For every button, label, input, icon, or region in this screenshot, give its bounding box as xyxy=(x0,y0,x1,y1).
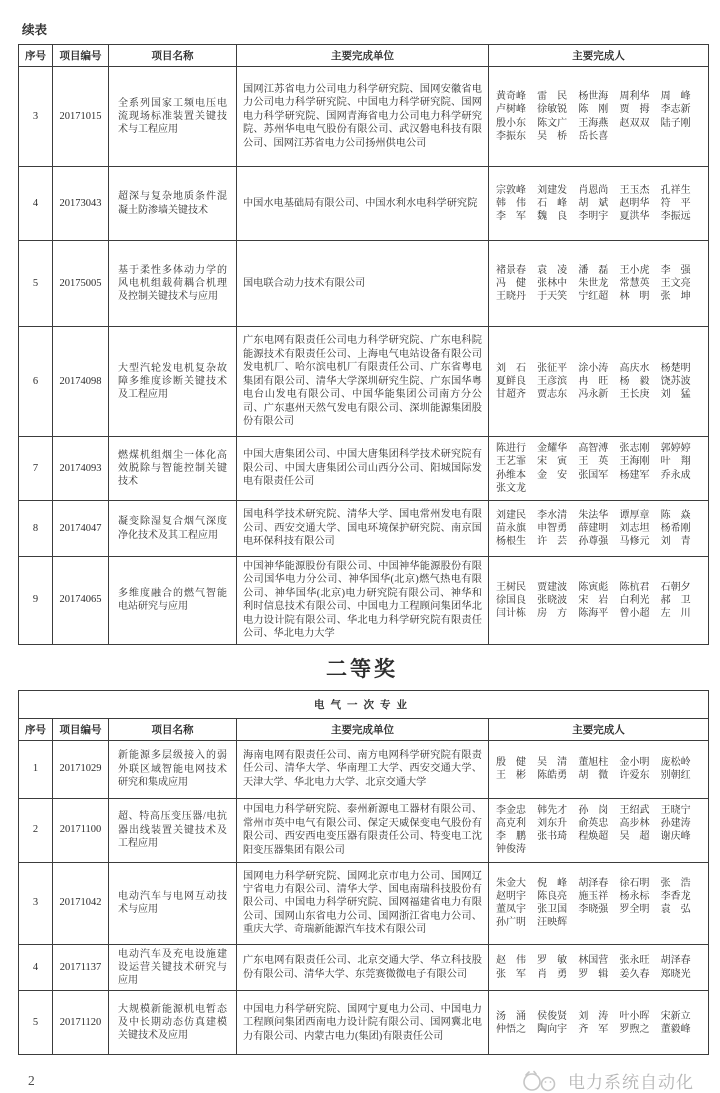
table-row xyxy=(19,437,709,501)
person-name: 谭厚章 xyxy=(619,509,650,521)
person-name: 陆子刚 xyxy=(660,117,691,129)
people-cell xyxy=(489,862,709,944)
person-name: 王艺霏 xyxy=(496,456,526,468)
person-name: 陈 焱 xyxy=(660,509,691,521)
person-name: 孙维本 xyxy=(496,469,526,481)
person-name: 潘 磊 xyxy=(578,264,609,276)
person-name: 韩 伟 xyxy=(496,197,526,209)
project-name-cell: 电动汽车与电网互动技术与应用 xyxy=(109,862,237,944)
person-name: 汤 涌 xyxy=(496,1010,526,1022)
person-name: 孙 岗 xyxy=(578,804,609,816)
project-name-cell: 电动汽车及充电设施建设运营关键技术研究与应用 xyxy=(109,944,237,991)
table-row xyxy=(19,167,709,241)
person-name: 赵明宇 xyxy=(496,891,526,903)
section-title: 电气一次专业 xyxy=(19,690,709,718)
table-row xyxy=(19,991,709,1055)
units-cell: 中国水电基础局有限公司、中国水利水电科学研究院 xyxy=(237,167,489,241)
person-name: 王 彬 xyxy=(496,770,526,782)
person-name: 钟俊涛 xyxy=(496,844,526,856)
units-cell: 中国电力科学研究院、泰州新源电工器材有限公司、常州市英中电气有限公司、保定天威保变电气股份有限公司、西安西电变压器有限责任公司、特变电工沈阳变压器集团有限公司 xyxy=(237,798,489,862)
header-main-contributors: 主要完成人 xyxy=(489,45,709,67)
table-row xyxy=(19,798,709,862)
person-name: 胡 微 xyxy=(578,770,609,782)
table-row xyxy=(19,944,709,991)
units-cell: 广东电网有限责任公司、北京交通大学、华立科技股份有限公司、清华大学、东莞赛微微电子有限公司 xyxy=(237,944,489,991)
person-name: 王晓宁 xyxy=(660,804,691,816)
person-name: 俞英忠 xyxy=(578,818,609,830)
person-name: 高步林 xyxy=(619,818,650,830)
person-name: 饶苏波 xyxy=(660,375,691,387)
person-name: 张永旺 xyxy=(619,955,650,967)
person-name: 胡 斌 xyxy=(578,197,609,209)
people-cell xyxy=(489,740,709,798)
person-name: 孙广明 xyxy=(496,917,526,929)
serial-cell: 2 xyxy=(19,798,53,862)
project-id-cell: 20171120 xyxy=(53,991,109,1055)
person-name: 周利华 xyxy=(619,91,650,103)
person-name: 陈皓勇 xyxy=(537,770,568,782)
header-serial: 序号 xyxy=(19,45,53,67)
person-name: 王文亮 xyxy=(660,277,691,289)
table-row xyxy=(19,557,709,645)
person-name: 李 强 xyxy=(660,264,691,276)
project-name-cell: 大型汽轮发电机复杂故障多维度诊断关键技术及工程应用 xyxy=(109,327,237,437)
person-name: 刘东升 xyxy=(537,818,568,830)
project-id-cell: 20174047 xyxy=(53,501,109,557)
person-name: 宋新立 xyxy=(660,1010,691,1022)
person-name: 罗 敏 xyxy=(537,955,568,967)
person-name: 李晓强 xyxy=(578,904,609,916)
person-name: 胡泽春 xyxy=(578,877,609,889)
serial-cell: 8 xyxy=(19,501,53,557)
serial-cell: 1 xyxy=(19,740,53,798)
units-cell: 国电联合动力技术有限公司 xyxy=(237,241,489,327)
person-name: 张卫国 xyxy=(537,904,568,916)
person-name: 赵 伟 xyxy=(496,955,526,967)
person-name: 李振东 xyxy=(496,130,526,142)
person-name: 张文龙 xyxy=(496,482,526,494)
person-name: 杨永标 xyxy=(619,891,650,903)
person-name: 罗 辑 xyxy=(578,968,609,980)
person-name: 吴 桥 xyxy=(537,130,568,142)
person-name: 朱世龙 xyxy=(578,277,609,289)
people-cell xyxy=(489,557,709,645)
serial-cell: 5 xyxy=(19,991,53,1055)
person-name: 许爱东 xyxy=(619,770,650,782)
person-name: 李 鹏 xyxy=(496,831,526,843)
person-name: 贾志东 xyxy=(537,389,568,401)
person-name: 杨希刚 xyxy=(660,522,691,534)
person-name: 张国军 xyxy=(578,469,609,481)
project-name-cell: 全系列国家工频电压电流现场标准装置关键技术与工程应用 xyxy=(109,67,237,167)
second-prize-table xyxy=(18,690,709,1056)
person-name: 殷 健 xyxy=(496,757,526,769)
person-name: 施玉祥 xyxy=(578,891,609,903)
person-name: 王小虎 xyxy=(619,264,650,276)
project-id-cell: 20171100 xyxy=(53,798,109,862)
person-name: 仲悟之 xyxy=(496,1023,526,1035)
person-name: 雷 民 xyxy=(537,91,568,103)
person-name: 左 川 xyxy=(660,607,691,619)
project-name-cell: 燃煤机组烟尘一体化高效脱除与智能控制关键技术 xyxy=(109,437,237,501)
person-name: 周 峰 xyxy=(660,91,691,103)
person-name: 李志新 xyxy=(660,104,691,116)
person-name: 肖恩尚 xyxy=(578,184,609,196)
person-name: 王海刚 xyxy=(619,456,650,468)
person-name: 夏洪华 xyxy=(619,211,650,223)
person-name: 卢树峰 xyxy=(496,104,526,116)
person-name: 曾小超 xyxy=(619,607,650,619)
person-name: 姜久春 xyxy=(619,968,650,980)
second-prize-heading: 二等奖 xyxy=(326,656,398,681)
units-cell: 中国神华能源股份有限公司、中国神华能源股份有限公司国华电力分公司、神华国华(北京)燃气热电有限公司、神华国华(北京)电力研究院有限公司、神华和利时信息技术有限公司、中国电力工程顾问集团华北电力设计院有限公司、华北电力科学研究院有限责任公司、华北电力大学 xyxy=(237,557,489,645)
power-system-automation-logo-icon xyxy=(521,1069,561,1093)
people-cell xyxy=(489,67,709,167)
person-name: 袁 凌 xyxy=(537,264,568,276)
person-name: 陈寅彪 xyxy=(578,581,609,593)
table-header-row xyxy=(19,718,709,740)
person-name: 高智溥 xyxy=(578,443,609,455)
person-name: 贾 拇 xyxy=(619,104,650,116)
project-id-cell: 20173043 xyxy=(53,167,109,241)
person-name: 杨根生 xyxy=(496,536,526,548)
header-project-name: 项目名称 xyxy=(109,718,237,740)
watermark xyxy=(521,1068,694,1093)
person-name: 张 浩 xyxy=(660,877,691,889)
person-name: 董毅峰 xyxy=(660,1023,691,1035)
serial-cell: 6 xyxy=(19,327,53,437)
person-name: 冯永新 xyxy=(578,389,609,401)
person-name: 王树民 xyxy=(496,581,526,593)
person-name: 白利光 xyxy=(619,594,650,606)
person-name: 许 芸 xyxy=(537,536,568,548)
person-name: 侯俊贤 xyxy=(537,1010,568,1022)
person-name: 贾建波 xyxy=(537,581,568,593)
person-name: 刘志坦 xyxy=(619,522,650,534)
person-name: 王 英 xyxy=(578,456,609,468)
person-name: 张书琦 xyxy=(537,831,568,843)
project-id-cell: 20171015 xyxy=(53,67,109,167)
person-name: 董凤宇 xyxy=(496,904,526,916)
serial-cell: 5 xyxy=(19,241,53,327)
person-name: 袁 弘 xyxy=(660,904,691,916)
units-cell: 海南电网有限责任公司、南方电网科学研究院有限责任公司、清华大学、华南理工大学、西安交通大学、天津大学、华北电力大学、北京交通大学 xyxy=(237,740,489,798)
people-cell xyxy=(489,167,709,241)
person-name: 涂小涛 xyxy=(578,362,609,374)
people-cell xyxy=(489,944,709,991)
person-name: 谢庆峰 xyxy=(660,831,691,843)
person-name: 郝 卫 xyxy=(660,594,691,606)
person-name: 魏 良 xyxy=(537,211,568,223)
header-main-units: 主要完成单位 xyxy=(237,45,489,67)
project-id-cell: 20175005 xyxy=(53,241,109,327)
person-name: 朱法华 xyxy=(578,509,609,521)
person-name: 刘建发 xyxy=(537,184,568,196)
person-name: 孙尊强 xyxy=(578,536,609,548)
table-row xyxy=(19,327,709,437)
serial-cell: 3 xyxy=(19,67,53,167)
person-name: 薛建明 xyxy=(578,522,609,534)
person-name: 杨建军 xyxy=(619,469,650,481)
table-row xyxy=(19,740,709,798)
project-id-cell: 20171029 xyxy=(53,740,109,798)
units-cell: 中国大唐集团公司、中国大唐集团科学技术研究院有限公司、中国大唐集团公司山西分公司、阳城国际发电有限责任公司 xyxy=(237,437,489,501)
project-id-cell: 20174093 xyxy=(53,437,109,501)
units-cell: 国电科学技术研究院、清华大学、国电常州发电有限公司、西安交通大学、国电环境保护研究院、南京国电环保科技有限公司 xyxy=(237,501,489,557)
person-name: 宋 寅 xyxy=(537,456,568,468)
person-name: 宁红超 xyxy=(578,291,609,303)
person-name: 刘 涛 xyxy=(578,1010,609,1022)
person-name: 刘建民 xyxy=(496,509,526,521)
person-name: 李振远 xyxy=(660,211,691,223)
person-name: 宗敦峰 xyxy=(496,184,526,196)
person-name: 王长庚 xyxy=(619,389,650,401)
person-name: 乔永成 xyxy=(660,469,691,481)
person-name: 冯 健 xyxy=(496,277,526,289)
person-name: 常慧英 xyxy=(619,277,650,289)
person-name: 石朝夕 xyxy=(660,581,691,593)
person-name: 陈海平 xyxy=(578,607,609,619)
project-name-cell: 新能源多层级接入的弱外联区域智能电网技术研究和集成应用 xyxy=(109,740,237,798)
person-name: 于天笑 xyxy=(537,291,568,303)
header-main-units: 主要完成单位 xyxy=(237,718,489,740)
person-name: 朱金大 xyxy=(496,877,526,889)
person-name: 冉 旺 xyxy=(578,375,609,387)
person-name: 叶 翔 xyxy=(660,456,691,468)
person-name: 褚景春 xyxy=(496,264,526,276)
person-name: 林国营 xyxy=(578,955,609,967)
person-name: 马修元 xyxy=(619,536,650,548)
person-name: 郑晓光 xyxy=(660,968,691,980)
person-name: 王玉杰 xyxy=(619,184,650,196)
person-name: 李明宇 xyxy=(578,211,609,223)
project-name-cell: 超深与复杂地质条件混凝土防渗墙关键技术 xyxy=(109,167,237,241)
person-name: 徐石明 xyxy=(619,877,650,889)
units-cell: 中国电力科学研究院、国网宁夏电力公司、中国电力工程顾问集团西南电力设计院有限公司、国网冀北电力有限公司、内蒙古电力(集团)有限责任公司 xyxy=(237,991,489,1055)
person-name: 金 安 xyxy=(537,469,568,481)
person-name: 金耀华 xyxy=(537,443,568,455)
project-name-cell: 多维度融合的燃气智能电站研究与应用 xyxy=(109,557,237,645)
person-name: 刘 石 xyxy=(496,362,526,374)
people-cell xyxy=(489,327,709,437)
watermark-text: 电力系统自动化 xyxy=(568,1073,694,1093)
header-project-name: 项目名称 xyxy=(109,45,237,67)
person-name: 孔祥生 xyxy=(660,184,691,196)
person-name: 申智勇 xyxy=(537,522,568,534)
person-name: 李金忠 xyxy=(496,804,526,816)
serial-cell: 7 xyxy=(19,437,53,501)
person-name: 张志刚 xyxy=(619,443,650,455)
person-name: 陈进行 xyxy=(496,443,526,455)
person-name: 罗全明 xyxy=(619,904,650,916)
person-name: 别朝红 xyxy=(660,770,691,782)
person-name: 张征平 xyxy=(537,362,568,374)
people-cell xyxy=(489,241,709,327)
person-name: 陈良亮 xyxy=(537,891,568,903)
person-name: 王海燕 xyxy=(578,117,609,129)
person-name: 李香龙 xyxy=(660,891,691,903)
person-name: 房 方 xyxy=(537,607,568,619)
person-name: 陈杭君 xyxy=(619,581,650,593)
person-name: 闫计栋 xyxy=(496,607,526,619)
person-name: 胡泽春 xyxy=(660,955,691,967)
person-name: 肖 勇 xyxy=(537,968,568,980)
person-name: 张 坤 xyxy=(660,291,691,303)
continued-table-label: 续表 xyxy=(22,23,48,37)
person-name: 齐 军 xyxy=(578,1023,609,1035)
header-project-id: 项目编号 xyxy=(53,45,109,67)
people-cell xyxy=(489,437,709,501)
person-name: 王绍武 xyxy=(619,804,650,816)
person-name: 吴 超 xyxy=(619,831,650,843)
person-name: 陶向宇 xyxy=(537,1023,568,1035)
person-name: 甘超齐 xyxy=(496,389,526,401)
person-name: 李水清 xyxy=(537,509,568,521)
table-row xyxy=(19,67,709,167)
person-name: 倪 峰 xyxy=(537,877,568,889)
person-name: 赵双双 xyxy=(619,117,650,129)
people-cell xyxy=(489,798,709,862)
table-row xyxy=(19,241,709,327)
person-name: 张林中 xyxy=(537,277,568,289)
page-number: 2 xyxy=(28,1072,35,1088)
project-name-cell: 超、特高压变压器/电抗器出线装置关键技术及工程应用 xyxy=(109,798,237,862)
units-cell: 国网电力科学研究院、国网北京市电力公司、国网辽宁省电力有限公司、清华大学、国电南瑞科技股份有限公司、中国电力科学研究院、国网福建省电力有限公司、国网山东省电力公司、国网浙江省电力公司、重庆大学、奇瑞新能源汽车技术有限公司 xyxy=(237,862,489,944)
person-name: 徐敏锐 xyxy=(537,104,568,116)
person-name: 王晓丹 xyxy=(496,291,526,303)
person-name: 刘 青 xyxy=(660,536,691,548)
person-name: 董旭柱 xyxy=(578,757,609,769)
table-header-row xyxy=(19,45,709,67)
units-cell: 国网江苏省电力公司电力科学研究院、国网安徽省电力公司电力科学研究院、中国电力科学研究院、国网电力科学研究院、国网青海省电力公司电力科学研究院、苏州华电电气股份有限公司、武汉磐电科技有限公司、国网江苏省电力公司扬州供电公司 xyxy=(237,67,489,167)
person-name: 黄奇峰 xyxy=(496,91,526,103)
project-name-cell: 凝变除湿复合烟气深度净化技术及其工程应用 xyxy=(109,501,237,557)
person-name: 庞松岭 xyxy=(660,757,691,769)
header-project-id: 项目编号 xyxy=(53,718,109,740)
project-name-cell: 基于柔性多体动力学的风电机组载荷耦合机理及控制关键技术与应用 xyxy=(109,241,237,327)
project-name-cell: 大规模新能源机电暂态及中长期动态仿真建模关键技术及应用 xyxy=(109,991,237,1055)
person-name: 杨 毅 xyxy=(619,375,650,387)
project-id-cell: 20171137 xyxy=(53,944,109,991)
person-name: 杨世海 xyxy=(578,91,609,103)
units-cell: 广东电网有限责任公司电力科学研究院、广东电科院能源技术有限责任公司、上海电气电站设备有限公司发电机厂、哈尔滨电机厂有限责任公司、广东省粤电集团有限公司、清华大学深圳研究生院、广东国华粤电台山发电有限公司、中国华能集团公司南方分公司、广东惠州天然气发电有限公司、深圳能源集团股份有限公司 xyxy=(237,327,489,437)
header-serial: 序号 xyxy=(19,718,53,740)
person-name: 李 军 xyxy=(496,211,526,223)
person-name: 王彦滨 xyxy=(537,375,568,387)
person-name: 汪映辉 xyxy=(537,917,568,929)
person-name: 韩先才 xyxy=(537,804,568,816)
person-name: 孙建涛 xyxy=(660,818,691,830)
person-name: 赵明华 xyxy=(619,197,650,209)
section-title-row xyxy=(19,690,709,718)
serial-cell: 3 xyxy=(19,862,53,944)
first-prize-continued-table xyxy=(18,44,709,645)
project-id-cell: 20171042 xyxy=(53,862,109,944)
person-name: 刘 猛 xyxy=(660,389,691,401)
person-name: 高庆水 xyxy=(619,362,650,374)
person-name: 陈文广 xyxy=(537,117,568,129)
table-row xyxy=(19,501,709,557)
person-name: 石 峰 xyxy=(537,197,568,209)
person-name: 苗永旗 xyxy=(496,522,526,534)
person-name: 符 平 xyxy=(660,197,691,209)
person-name: 张 军 xyxy=(496,968,526,980)
person-name: 陈 刚 xyxy=(578,104,609,116)
person-name: 程焕超 xyxy=(578,831,609,843)
project-id-cell: 20174065 xyxy=(53,557,109,645)
person-name: 高克利 xyxy=(496,818,526,830)
table-row xyxy=(19,862,709,944)
person-name: 杨楚明 xyxy=(660,362,691,374)
project-id-cell: 20174098 xyxy=(53,327,109,437)
person-name: 金小明 xyxy=(619,757,650,769)
people-cell xyxy=(489,501,709,557)
page-footer xyxy=(18,1068,706,1093)
person-name: 徐国良 xyxy=(496,594,526,606)
person-name: 吴 清 xyxy=(537,757,568,769)
person-name: 张晓波 xyxy=(537,594,568,606)
serial-cell: 4 xyxy=(19,167,53,241)
people-cell xyxy=(489,991,709,1055)
person-name: 岳长喜 xyxy=(578,130,609,142)
header-main-contributors: 主要完成人 xyxy=(489,718,709,740)
person-name: 罗煦之 xyxy=(619,1023,650,1035)
person-name: 郭婷婷 xyxy=(660,443,691,455)
serial-cell: 9 xyxy=(19,557,53,645)
serial-cell: 4 xyxy=(19,944,53,991)
person-name: 宋 岩 xyxy=(578,594,609,606)
person-name: 林 明 xyxy=(619,291,650,303)
person-name: 夏鲜良 xyxy=(496,375,526,387)
person-name: 叶小晖 xyxy=(619,1010,650,1022)
person-name: 殷小东 xyxy=(496,117,526,129)
